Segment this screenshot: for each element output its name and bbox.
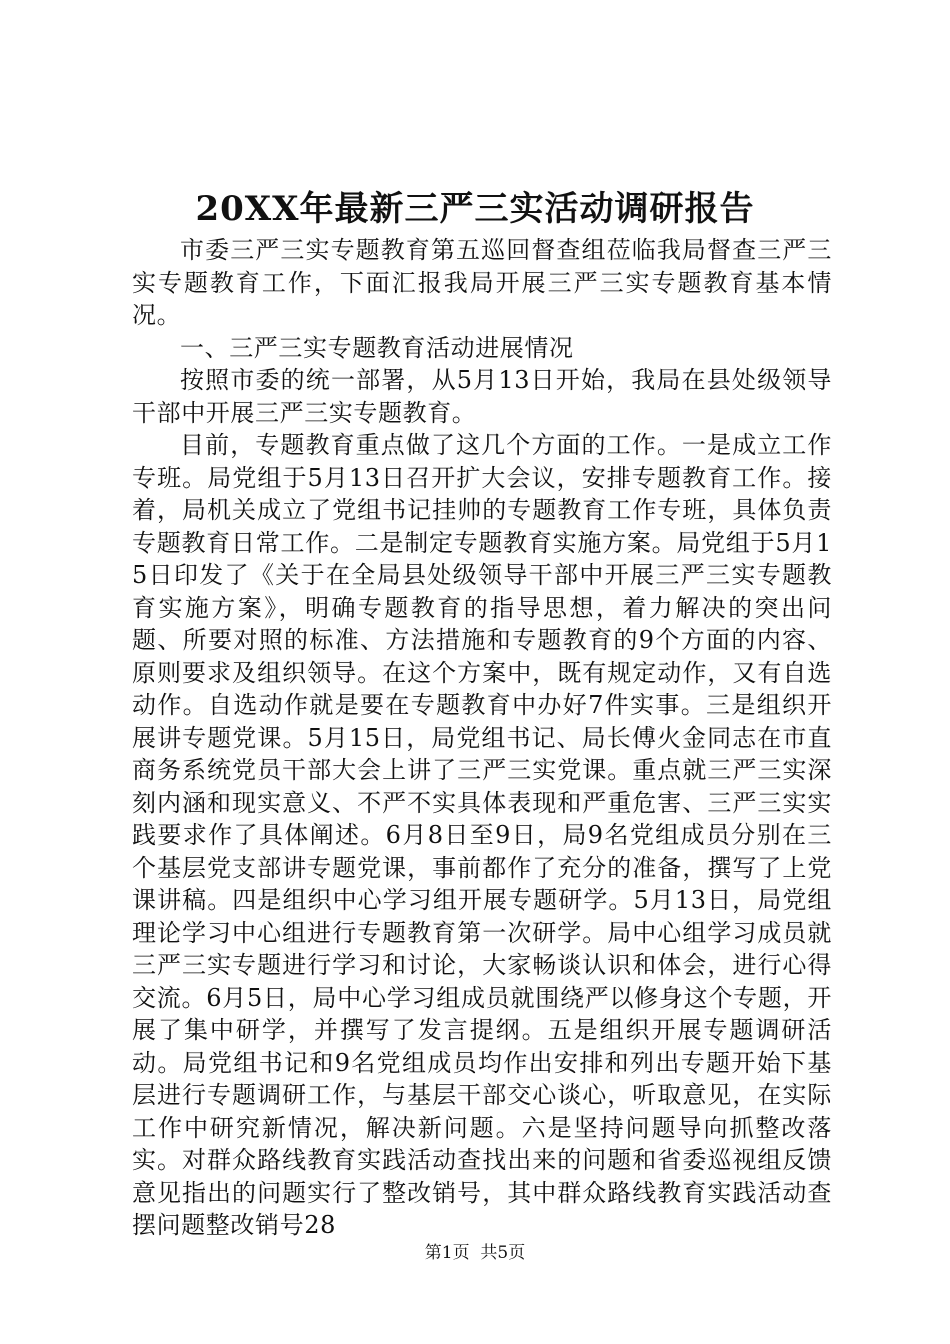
page-number-footer: 第1页 共5页	[424, 1243, 526, 1263]
document-body	[132, 234, 832, 1242]
paragraph-progress: 目前，专题教育重点做了这几个方面的工作。一是成立工作专班。局党组于5月13日召开扩大会议，安排专题教育工作。接着，局机关成立了党组书记挂帅的专题教育工作专班，具体负责专题教育日常工作。二是制定专题教育实施方案。局党组于5月15日印发了《关于在全局县处级领导干部中开展三严三实专题教育实施方案》，明确专题教育的指导思想，着力解决的突出问题、所要对照的标准、方法措施和专题教育的9个方面的内容、原则要求及组织领导。在这个方案中，既有规定动作，又有自选动作。自选动作就是要在专题教育中办好7件实事。三是组织开展讲专题党课。5月15日，局党组书记、局长傅火金同志在市直商务系统党员干部大会上讲了三严三实党课。重点就三严三实深刻内涵和现实意义、不严不实具体表现和严重危害、三严三实实践要求作了具体阐述。6月8日至9日，局9名党组成员分别在三个基层党支部讲专题党课，事前都作了充分的准备，撰写了上党课讲稿。四是组织中心学习组开展专题研学。5月13日，局党组理论学习中心组进行专题教育第一次研学。局中心组学习成员就三严三实专题进行学习和讨论，大家畅谈认识和体会，进行心得交流。6月5日，局中心学习组成员就围绕严以修身这个专题，开展了集中研学，并撰写了发言提纲。五是组织开展专题调研活动。局党组书记和9名党组成员均作出安排和列出专题开始下基层进行专题调研工作，与基层干部交心谈心，听取意见，在实际工作中研究新情况，解决新问题。六是坚持问题导向抓整改落实。对群众路线教育实践活动查找出来的问题和省委巡视组反馈意见指出的问题实行了整改销号，其中群众路线教育实践活动查摆问题整改销号28	[132, 431, 832, 1239]
paragraph-intro: 市委三严三实专题教育第五巡回督查组莅临我局督查三严三实专题教育工作，下面汇报我局开展三严三实专题教育基本情况。	[132, 236, 832, 329]
section-heading: 一、三严三实专题教育活动进展情况	[180, 333, 574, 362]
paragraph-deployment: 按照市委的统一部署，从5月13日开始，我局在县处级领导干部中开展三严三实专题教育。	[132, 366, 832, 427]
document-title: 20XX年最新三严三实活动调研报告	[195, 189, 755, 229]
